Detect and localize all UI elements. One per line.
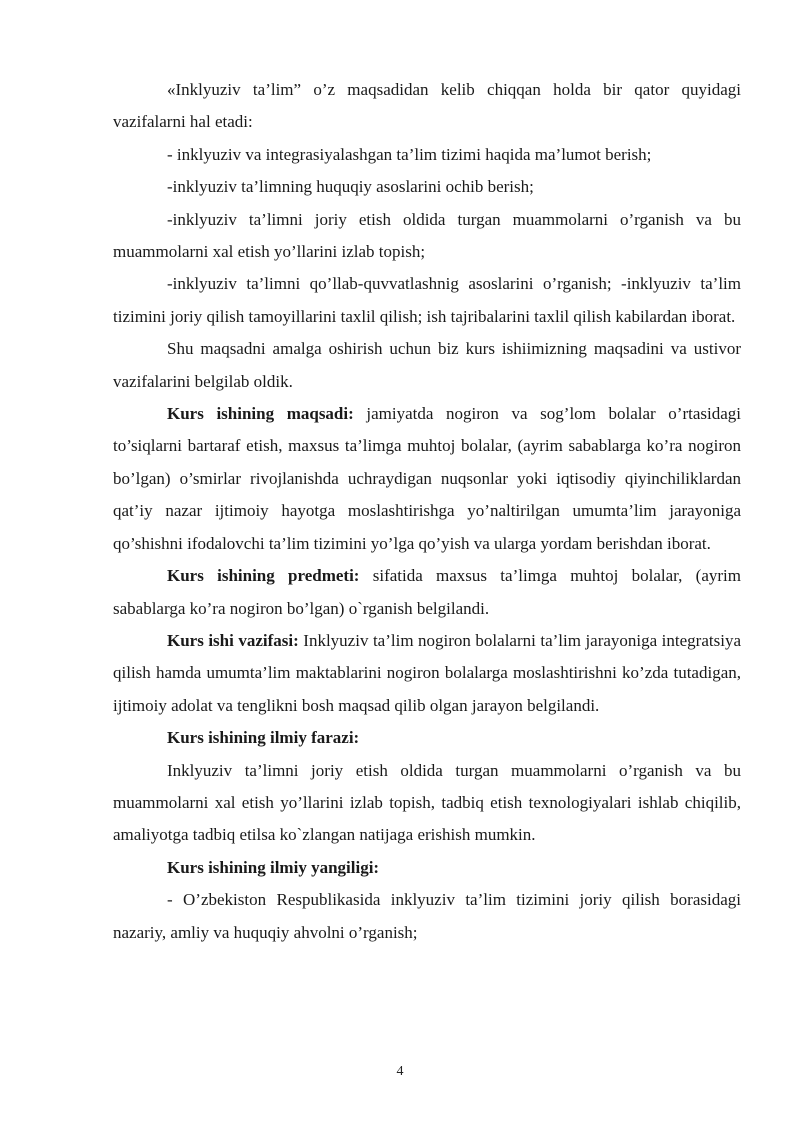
paragraph-maqsadi xyxy=(113,398,741,560)
paragraph-vazifasi xyxy=(113,625,741,722)
paragraph-task-1 xyxy=(113,139,741,171)
paragraph-text: -inklyuziv ta’limni qo’llab-quvvatlashnig asoslarini o’rganish; -inklyuziv ta’lim tizimini joriy qilish tamoyillarini taxlil qilish; ish tajribalarini taxlil qilish kabilardan iborat. xyxy=(113,274,741,326)
paragraph-text: - O’zbekiston Respublikasida inklyuziv ta’lim tizimini joriy qilish borasidagi nazariy, amliy va huquqiy ahvolni o’rganish; xyxy=(113,890,741,942)
paragraph-heading: Kurs ishining predmeti: xyxy=(167,566,360,586)
paragraph-predmeti xyxy=(113,560,741,625)
paragraph-text: Inklyuziv ta’lim nogiron bolalarni ta’lim jarayoniga integratsiya qilish hamda umumta’lim maktablarini nogiron bolalarga moslashtirishni ko’zda tutadigan, ijtimoiy adolat va tenglikni bosh maqsad qilib olgan jarayon belgilandi. xyxy=(113,630,741,715)
paragraph-ilmiy-yangiligi xyxy=(113,884,741,949)
document-page xyxy=(113,74,741,949)
page-number: 4 xyxy=(396,1064,404,1079)
paragraph-heading: Kurs ishining ilmiy yangiligi: xyxy=(167,857,380,877)
paragraph-text: Inklyuziv ta’limni joriy etish oldida turgan muammolarni o’rganish va bu muammolarni xal etish yo’llarini izlab topish, tadbiq etish texnologiyalari ishlab chiqilib, amaliyotga tadbiq etilsa ko`zlangan natijaga erishish mumkin. xyxy=(113,760,741,845)
paragraph-task-4 xyxy=(113,268,741,333)
paragraph-task-2 xyxy=(113,171,741,203)
paragraph-text: Shu maqsadni amalga oshirish uchun biz kurs ishiimizning maqsadini va ustivor vazifalarini belgilab oldik. xyxy=(113,339,741,391)
paragraph-heading: Kurs ishi vazifasi: xyxy=(167,630,299,650)
heading-ilmiy-yangiligi xyxy=(113,852,741,884)
paragraph-text: - inklyuziv va integrasiyalashgan ta’lim tizimi haqida ma’lumot berish; xyxy=(167,144,652,164)
paragraph-text: -inklyuziv ta’limning huquqiy asoslarini ochib berish; xyxy=(167,177,534,197)
paragraph-goal-statement xyxy=(113,333,741,398)
paragraph-ilmiy-farazi xyxy=(113,755,741,852)
paragraph-text: -inklyuziv ta’limni joriy etish oldida turgan muammolarni o’rganish va bu muammolarni xal etish yo’llarini izlab topish; xyxy=(113,209,741,262)
paragraph-heading: Kurs ishining maqsadi: xyxy=(167,404,354,424)
paragraph-text: «Inklyuziv ta’lim” o’z maqsadidan kelib chiqqan holda bir qator quyidagi vazifalarni hal etadi: xyxy=(113,80,741,132)
paragraph-text: jamiyatda nogiron va sog’lom bolalar o’rtasidagi to’siqlarni bartaraf etish, maxsus ta’limga muhtoj bolalar, (ayrim sabablarga ko’ra nogiron bo’lgan) o’smirlar rivojlanishda uchraydigan nuqsonlar yoki iqtisodiy qiyinchiliklardan qat’iy nazar ijtimoiy hayotga moslashtirishga yo’naltirilgan umumta’lim jarayoniga qo’shishni ifodalovchi ta’lim tizimini yo’lga qo’yish va ularga yordam berishdan iborat. xyxy=(113,404,742,553)
paragraph-heading: Kurs ishining ilmiy farazi: xyxy=(167,728,360,748)
paragraph-intro xyxy=(113,74,741,139)
heading-ilmiy-farazi xyxy=(113,722,741,754)
paragraph-task-3 xyxy=(113,204,741,269)
paragraph-text: sifatida maxsus ta’limga muhtoj bolalar, (ayrim sabablarga ko’ra nogiron bo’lgan) o`rganish belgilandi. xyxy=(113,566,741,618)
